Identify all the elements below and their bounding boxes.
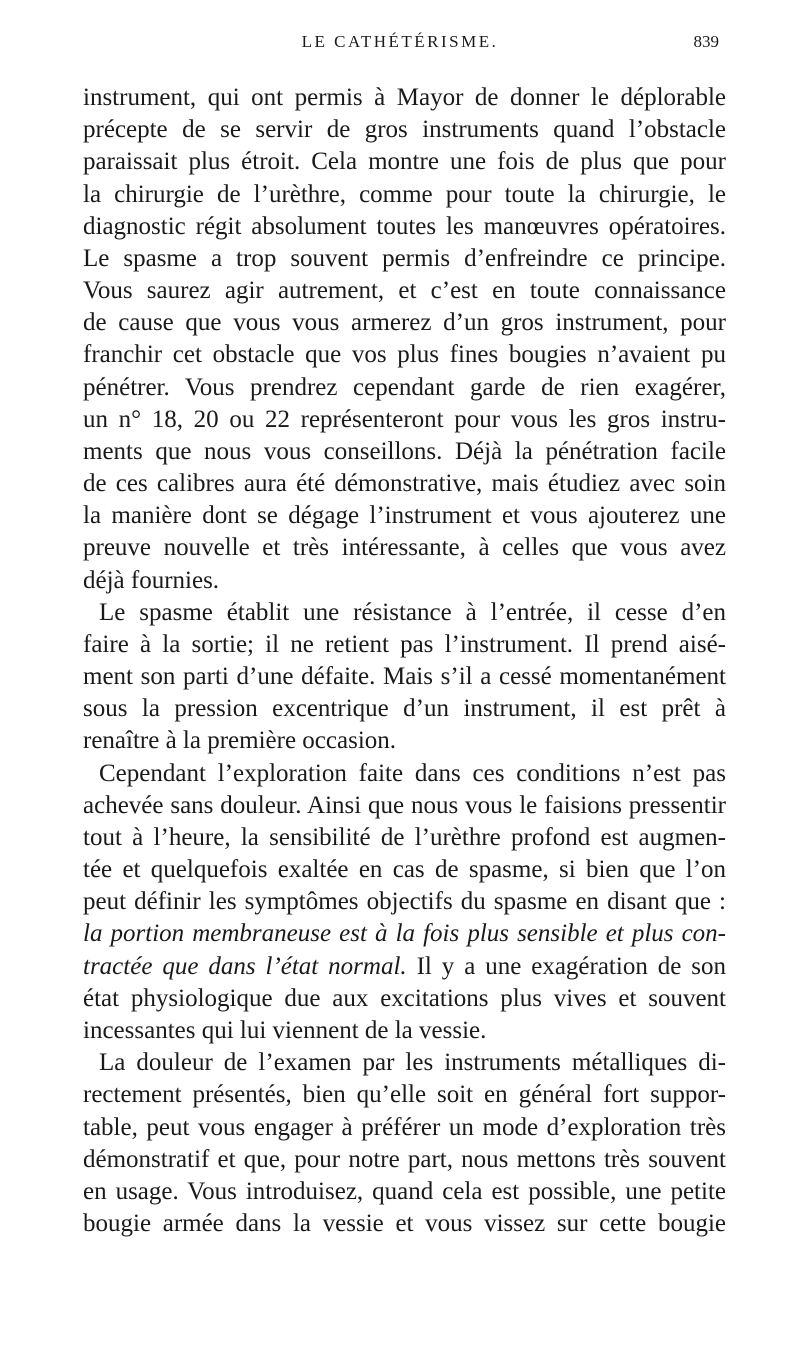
- text-line: déjà fournies.: [83, 566, 220, 594]
- body-text: [83, 82, 726, 1240]
- text-line: tractée que dans l’état normal. Il y a une exagération de son: [83, 952, 726, 980]
- text-line: paraissait plus étroit. Cela montre une fois de plus que pour: [83, 148, 726, 176]
- text-line: incessantes qui lui viennent de la vessie.: [83, 1016, 487, 1044]
- text-line: tée et quelquefois exaltée en cas de spasme, si bien que l’on: [83, 856, 726, 884]
- text-line: démonstratif et que, pour notre part, nous mettons très souvent: [83, 1145, 726, 1173]
- text-line: peut définir les symptômes objectifs du spasme en disant que :: [83, 888, 726, 916]
- text-line: [83, 918, 726, 950]
- text-line: la manière dont se dégage l’instrument et vous ajouterez une: [83, 502, 726, 530]
- text-line: état physiologique due aux excitations plus vives et souvent: [83, 984, 726, 1012]
- text-line: rectement présentés, bien qu’elle soit en général fort suppor-: [83, 1081, 726, 1109]
- text-line: sous la pression excentrique d’un instrument, il est prêt à: [83, 695, 726, 723]
- text-line: diagnostic régit absolument toutes les manœuvres opératoires.: [83, 212, 726, 240]
- text-line: achevée sans douleur. Ainsi que nous vous le faisions pressentir: [83, 791, 726, 819]
- text-line: la chirurgie de l’urèthre, comme pour toute la chirurgie, le: [83, 180, 726, 208]
- text-line: Le spasme a trop souvent permis d’enfreindre ce principe.: [83, 244, 726, 272]
- running-head: [0, 28, 800, 58]
- text-line: tout à l’heure, la sensibilité de l’urèthre profond est augmen-: [83, 823, 726, 851]
- text-line: pénétrer. Vous prendrez cependant garde de rien exagérer,: [83, 373, 726, 401]
- text-line: de ces calibres aura été démonstrative, mais étudiez avec soin: [83, 470, 726, 498]
- text-line: ment son parti d’une défaite. Mais s’il a cessé momentanément: [83, 663, 726, 691]
- text-line: franchir cet obstacle que vos plus fines bougies n’avaient pu: [83, 341, 726, 369]
- text-line: précepte de se servir de gros instruments quand l’obstacle: [83, 116, 726, 144]
- text-line: preuve nouvelle et très intéressante, à celles que vous avez: [83, 534, 726, 562]
- text-line: de cause que vous vous armerez d’un gros instrument, pour: [83, 309, 726, 337]
- text-line: un n° 18, 20 ou 22 représenteront pour vous les gros instru-: [83, 405, 726, 433]
- text-line: Vous saurez agir autrement, et c’est en toute connaissance: [83, 277, 726, 305]
- text-line: instrument, qui ont permis à Mayor de donner le déplorable: [83, 84, 726, 111]
- text-line: La douleur de l’examen par les instruments métalliques di-: [99, 1049, 726, 1077]
- text-line: Cependant l’exploration faite dans ces conditions n’est pas: [99, 759, 726, 787]
- italic-phrase: la portion membraneuse est à la fois plus sensible et plus con-: [83, 920, 726, 948]
- page-number: 839: [693, 32, 719, 51]
- running-title: LE CATHÉTÉRISME.: [301, 32, 499, 51]
- text-line: bougie armée dans la vessie et vous vissez sur cette bougie: [83, 1210, 726, 1238]
- text-line: table, peut vous engager à préférer un mode d’exploration très: [83, 1113, 726, 1141]
- text-line: ments que nous vous conseillons. Déjà la pénétration facile: [83, 437, 726, 465]
- text-line: renaître à la première occasion.: [83, 727, 397, 755]
- text-line: Le spasme établit une résistance à l’entrée, il cesse d’en: [99, 598, 726, 626]
- text-line: en usage. Vous introduisez, quand cela est possible, une petite: [83, 1177, 726, 1205]
- text-line: faire à la sortie; il ne retient pas l’instrument. Il prend aisé-: [83, 630, 726, 658]
- italic-phrase: tractée que dans l’état normal.: [83, 952, 407, 980]
